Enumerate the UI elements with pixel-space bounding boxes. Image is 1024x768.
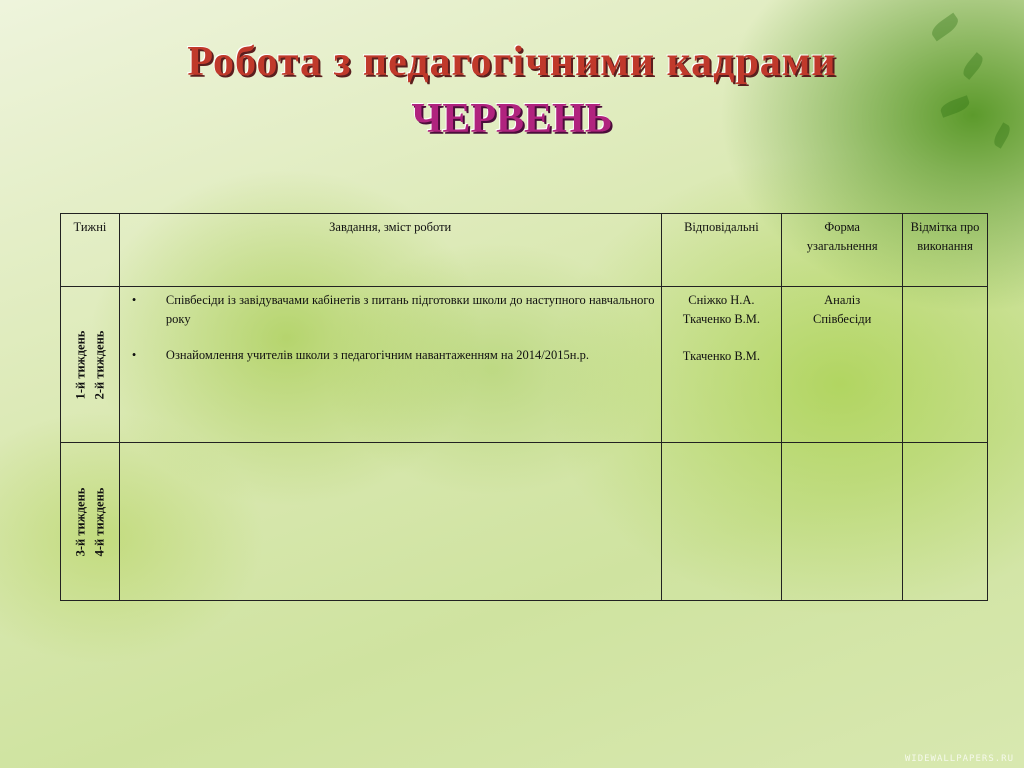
task-item: • Співбесіди із завідувачами кабінетів з питань підготовки школи до наступного навчального року [166, 291, 655, 330]
header-tasks: Завдання, зміст роботи [119, 214, 661, 287]
table-header-row [61, 214, 988, 287]
tasks-cell [119, 287, 661, 443]
table-row [61, 287, 988, 443]
form-cell [782, 443, 903, 601]
task-list [126, 291, 655, 365]
week-label [71, 487, 109, 556]
responsible-name: Сніжко Н.А. [688, 293, 755, 307]
header-form: Форма узагальнення [782, 214, 903, 287]
task-item: • Ознайомлення учителів школи з педагогічним навантаженням на 2014/2015н.р. [166, 346, 655, 365]
watermark: WIDEWALLPAPERS.RU [904, 754, 1014, 764]
responsible-cell [661, 287, 782, 443]
week-label-line: 1-й тиждень [73, 330, 88, 399]
week-label-line: 3-й тиждень [73, 487, 88, 556]
week-cell [61, 443, 120, 601]
page-title: Робота з педагогічними кадрами [187, 39, 837, 85]
week-cell [61, 287, 120, 443]
form-text: Аналіз [824, 293, 861, 307]
week-label [71, 330, 109, 399]
week-label-line: 4-й тиждень [91, 487, 106, 556]
table-row [61, 443, 988, 601]
header-mark: Відмітка про виконання [903, 214, 988, 287]
mark-cell [903, 443, 988, 601]
tasks-cell [119, 443, 661, 601]
responsible-name: Ткаченко В.М. [682, 348, 761, 363]
form-text: Співбесіди [812, 312, 872, 327]
work-plan-table [60, 213, 988, 601]
form-cell [782, 287, 903, 443]
responsible-cell [661, 443, 782, 601]
page-subtitle-month: ЧЕРВЕНЬ [411, 96, 613, 142]
mark-cell [903, 287, 988, 443]
background-leaf [929, 13, 962, 42]
header-responsible: Відповідальні [661, 214, 782, 287]
week-label-line: 2-й тиждень [91, 330, 106, 399]
responsible-name: Ткаченко В.М. [682, 312, 761, 327]
header-weeks: Тижні [61, 214, 120, 287]
